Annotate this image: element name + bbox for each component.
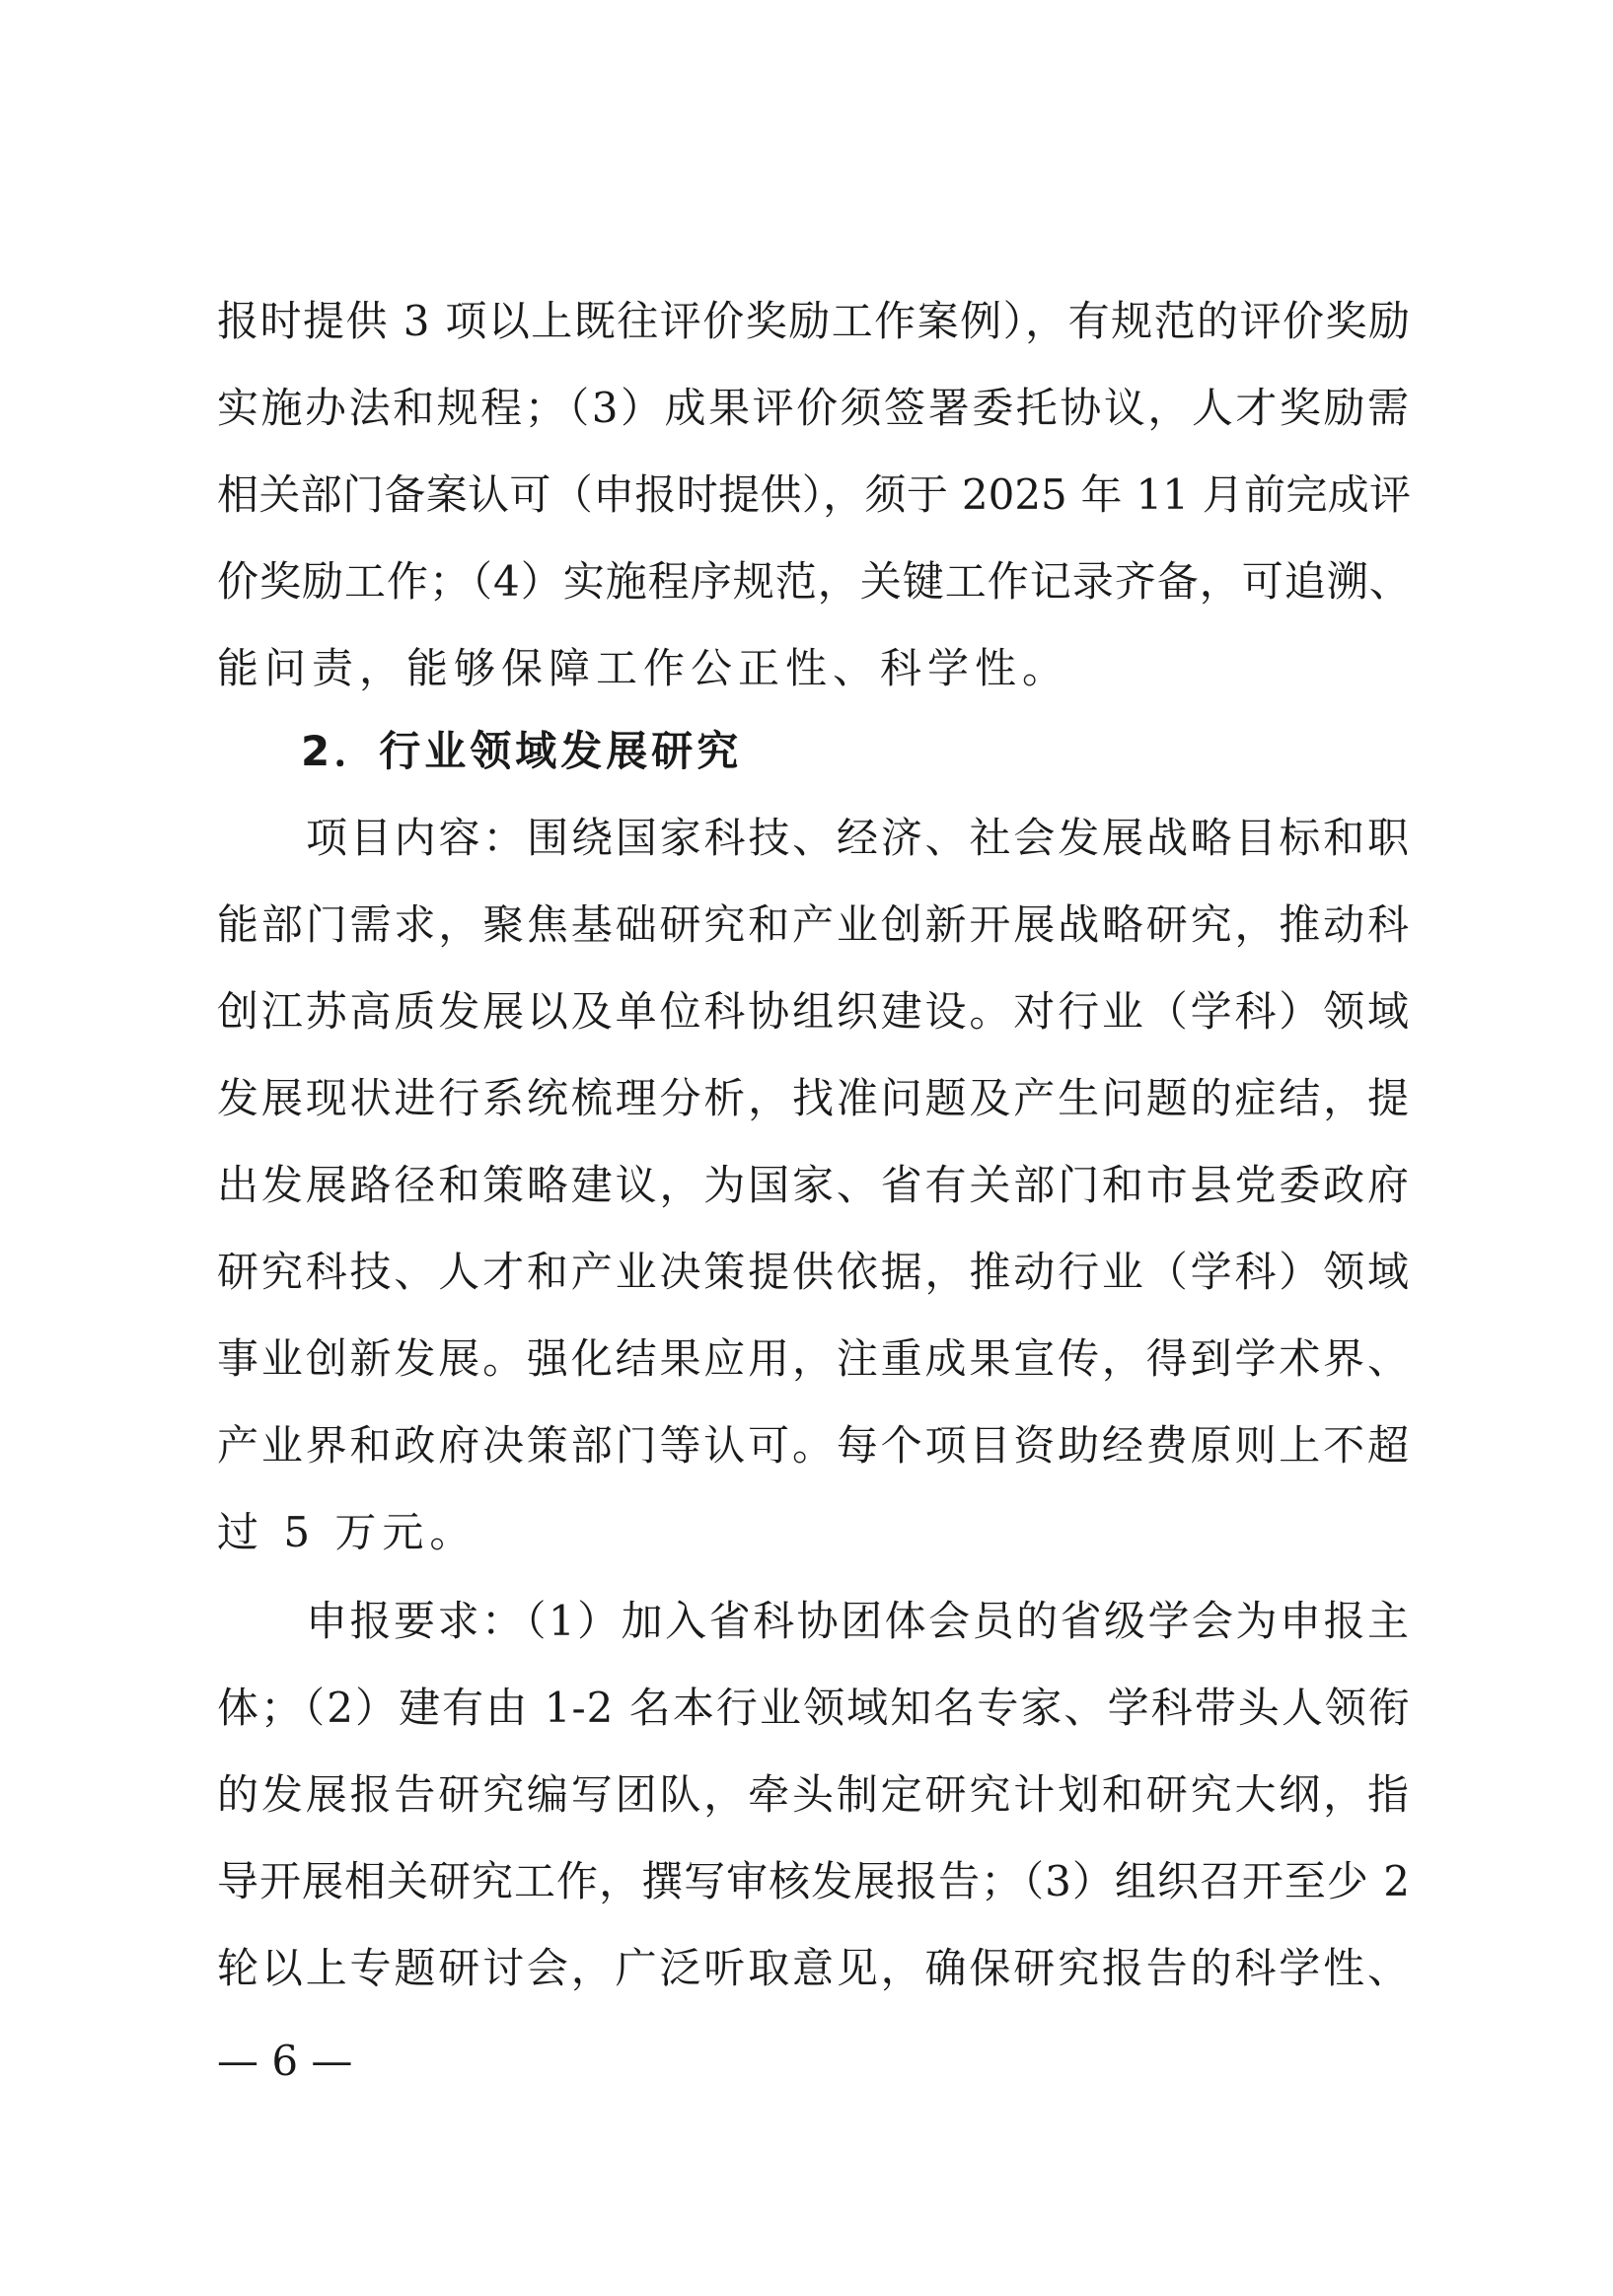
text-line: 价奖励工作；（4）实施程序规范，关键工作记录齐备，可追溯、 [217, 557, 1412, 606]
text-line: 导开展相关研究工作，撰写审核发展报告；（3）组织召开至少 2 [217, 1857, 1411, 1905]
paragraph-project-content [217, 795, 1411, 1576]
text-line: 能问责，能够保障工作公正性、科学性。 [217, 644, 1070, 692]
text-line: 申报要求：（1）加入省科协团体会员的省级学会为申报主 [306, 1597, 1411, 1645]
text-line: 事业创新发展。强化结果应用，注重成果宣传，得到学术界、 [217, 1334, 1411, 1383]
text-line: 能部门需求，聚焦基础研究和产业创新开展战略研究，推动科 [217, 900, 1411, 949]
text-line: 的发展报告研究编写团队，牵头制定研究计划和研究大纲，指 [217, 1770, 1411, 1819]
text-line: 实施办法和规程；（3）成果评价须签署委托协议，人才奖励需 [217, 384, 1411, 432]
text-line: 轮以上专题研讨会，广泛听取意见，确保研究报告的科学性、 [217, 1944, 1411, 1992]
text-line: 产业界和政府决策部门等认可。每个项目资助经费原则上不超 [217, 1421, 1411, 1470]
text-line: 出发展路径和策略建议，为国家、省有关部门和市县党委政府 [217, 1161, 1411, 1209]
text-line: 研究科技、人才和产业决策提供依据，推动行业（学科）领域 [217, 1248, 1411, 1296]
page-number: — 6 — [217, 2037, 353, 2085]
paragraph-application-requirements [217, 1578, 1411, 2012]
text-line: 体；（2）建有由 1-2 名本行业领域知名专家、学科带头人领衔 [217, 1684, 1411, 1732]
section-heading: 2．行业领域发展研究 [301, 727, 743, 775]
text-line: 报时提供 3 项以上既往评价奖励工作案例），有规范的评价奖励 [217, 297, 1411, 345]
text-line: 项目内容：围绕国家科技、经济、社会发展战略目标和职 [306, 814, 1411, 862]
text-line: 过 5 万元。 [217, 1508, 477, 1556]
paragraph-evaluation-requirements [217, 278, 1411, 712]
text-line: 发展现状进行系统梳理分析，找准问题及产生问题的症结，提 [217, 1074, 1411, 1122]
text-line: 相关部门备案认可（申报时提供），须于 2025 年 11 月前完成评 [217, 470, 1411, 519]
text-line: 创江苏高质发展以及单位科协组织建设。对行业（学科）领域 [217, 987, 1411, 1036]
